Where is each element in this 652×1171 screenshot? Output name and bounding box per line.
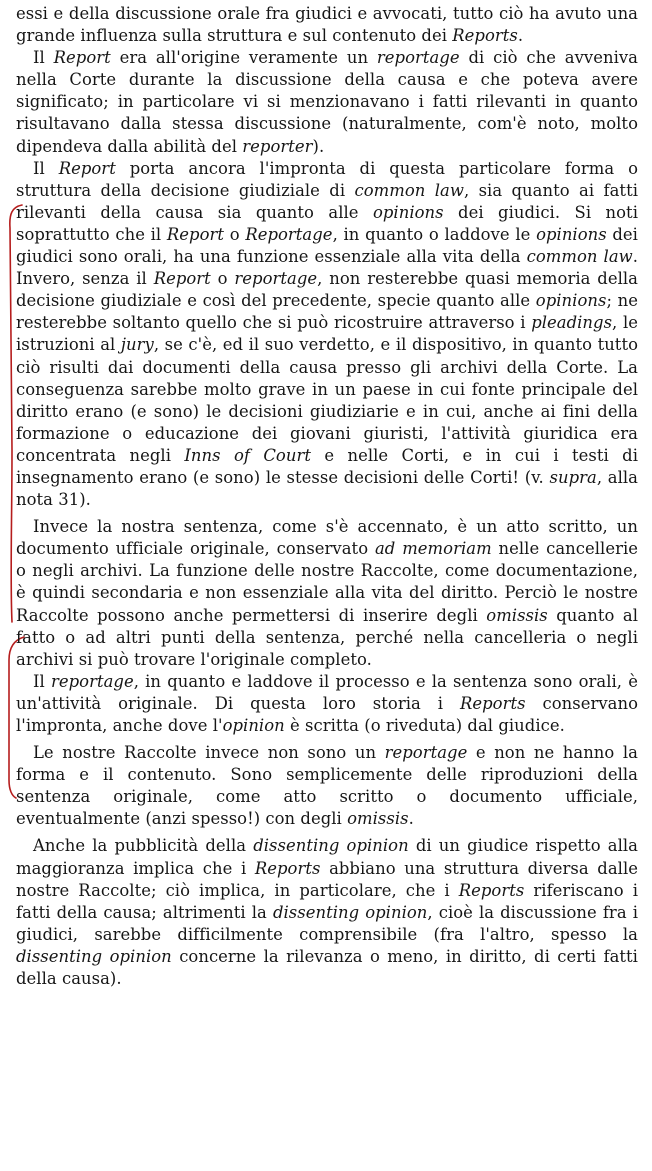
- italic-text: Report: [153, 269, 211, 289]
- italic-text: opinions: [535, 291, 607, 311]
- italic-text: opinions: [372, 202, 444, 222]
- text-segment: ).: [312, 136, 325, 156]
- document-page: [16, 3, 638, 990]
- text-segment: , se c'è, ed il suo verdetto, e il dispositivo, in quanto tutto ciò risulti dai documenti della causa presso gli archivi della Corte. La conseguenza sarebbe molto grave in un paese in cui fonte principale del diritto erano (e sono) le decisioni giudiziarie e in cui, anche ai fini della formazione o educazione dei giovani giuristi, l'attività giuridica era concentrata negli: [16, 335, 639, 465]
- italic-text: opinions: [536, 224, 607, 244]
- text-segment: e nelle Corti, e in cui i testi di insegnamento erano (e sono) le stesse decisioni delle Corti! (v.: [16, 445, 639, 487]
- italic-text: reporter: [242, 136, 313, 156]
- italic-text: dissenting opinion: [16, 946, 172, 966]
- text-segment: dei giudici. Si noti soprattutto che il: [16, 202, 638, 244]
- text-segment: Le nostre Raccolte invece non sono un: [33, 743, 385, 763]
- italic-text: Report: [58, 158, 116, 178]
- paragraph: [16, 47, 638, 157]
- text-segment: nelle cancellerie o negli archivi. La funzione delle nostre Raccolte, come documentazione, è quindi secondaria e non essenziale alla vita del diritto. Perciò le nostre Raccolte possono anche permettersi di inserire degli: [16, 539, 638, 625]
- italic-text: Reports: [452, 26, 518, 46]
- italic-text: omissis: [347, 809, 409, 829]
- text-segment: .: [408, 809, 414, 829]
- paragraph: [16, 158, 638, 512]
- paragraph: [16, 671, 638, 737]
- text-segment: è scritta (o riveduta) dal giudice.: [284, 716, 565, 735]
- italic-text: jury: [120, 335, 154, 355]
- text-segment: era all'origine veramente un: [110, 48, 377, 68]
- italic-text: reportage: [234, 269, 318, 289]
- text-segment: Il: [33, 158, 59, 178]
- italic-text: Reportage: [245, 224, 333, 244]
- italic-text: dissenting opinion: [272, 902, 428, 922]
- italic-text: reportage: [376, 48, 460, 68]
- text-segment: , le istruzioni al: [16, 313, 639, 355]
- paragraph: [16, 3, 638, 47]
- text-segment: , in quanto o laddove le: [332, 224, 537, 244]
- text-segment: porta ancora l'impronta di questa particolare forma o struttura della decisione giudiziale di: [16, 158, 639, 200]
- italic-text: common law: [354, 180, 464, 200]
- italic-text: Report: [53, 48, 111, 68]
- text-segment: di un giudice rispetto alla maggioranza implica che i: [16, 836, 638, 878]
- text-segment: ; ne resterebbe soltanto quello che si può ricostruire attraverso i: [16, 291, 638, 333]
- italic-text: Report: [166, 224, 225, 244]
- italic-text: Inns of Court: [184, 445, 311, 465]
- italic-text: Reports: [458, 880, 525, 900]
- italic-text: pleadings: [531, 313, 613, 333]
- text-segment: essi e della discussione orale fra giudici e avvocati, tutto ciò ha avuto una grande influenza sulla struttura e sul contenuto dei: [16, 4, 638, 46]
- italic-text: supra: [549, 467, 597, 487]
- text-segment: e non ne hanno la forma e il contenuto. Sono semplicemente delle riproduzioni della sentenza originale, come atto scritto o documento ufficiale, eventualmente (anzi spesso!) con degli: [16, 743, 638, 829]
- paragraph: [16, 516, 638, 671]
- text-segment: o: [210, 269, 235, 289]
- text-segment: , in quanto e laddove il processo e la sentenza sono orali, è un'attività originale. Di questa loro storia i: [16, 671, 638, 713]
- text-segment: quanto al fatto o ad altri punti della sentenza, perché nella cancelleria o negli archivi si può trovare l'originale completo.: [16, 605, 638, 669]
- text-segment: o: [224, 224, 246, 244]
- paragraph: [16, 835, 638, 990]
- text-segment: , sia quanto ai fatti rilevanti della causa sia quanto alle: [16, 180, 638, 222]
- italic-text: dissenting opinion: [253, 836, 409, 856]
- text-segment: dei giudici sono orali, ha una funzione essenziale alla vita della: [16, 224, 638, 267]
- italic-text: opinion: [222, 716, 285, 735]
- italic-text: omissis: [486, 605, 548, 625]
- text-segment: , alla nota 31).: [16, 467, 638, 510]
- text-segment: abbiano una struttura diversa dalle nostre Raccolte; ciò implica, in particolare, che i: [16, 858, 638, 900]
- text-segment: Invece la nostra sentenza, come s'è accennato, è un atto scritto, un documento ufficiale originale, conservato: [16, 517, 638, 559]
- italic-text: Reports: [459, 693, 526, 713]
- text-segment: . Invero, senza il: [16, 247, 639, 289]
- italic-text: reportage: [384, 743, 468, 763]
- text-segment: Anche la pubblicità della: [33, 836, 254, 856]
- text-segment: Il: [33, 671, 51, 691]
- text-segment: , cioè la discussione fra i giudici, sarebbe difficilmente comprensibile (fra l'altro, spesso la: [16, 902, 638, 944]
- italic-text: ad memoriam: [374, 539, 492, 559]
- text-segment: Il: [33, 48, 54, 68]
- text-segment: , non resterebbe quasi memoria della decisione giudiziale e così del precedente, specie quanto alle: [16, 269, 638, 311]
- text-segment: di ciò che avveniva nella Corte durante la discussione della causa e che poteva avere significato; in particolare vi si menzionavano i fatti rilevanti in quanto risultavano dalla stessa discussione (naturalmente, com'è noto, molto dipendeva dalla abilità del: [16, 48, 638, 156]
- text-segment: riferiscano i fatti della causa; altrimenti la: [16, 880, 638, 922]
- text-segment: conservano l'impronta, anche dove l': [16, 693, 638, 735]
- italic-text: reportage: [50, 671, 134, 691]
- italic-text: common law: [526, 247, 633, 267]
- text-segment: concerne la rilevanza o meno, in diritto, di certi fatti della causa).: [16, 946, 638, 989]
- italic-text: Reports: [254, 858, 321, 878]
- text-segment: .: [517, 26, 524, 46]
- paragraph: [16, 742, 638, 830]
